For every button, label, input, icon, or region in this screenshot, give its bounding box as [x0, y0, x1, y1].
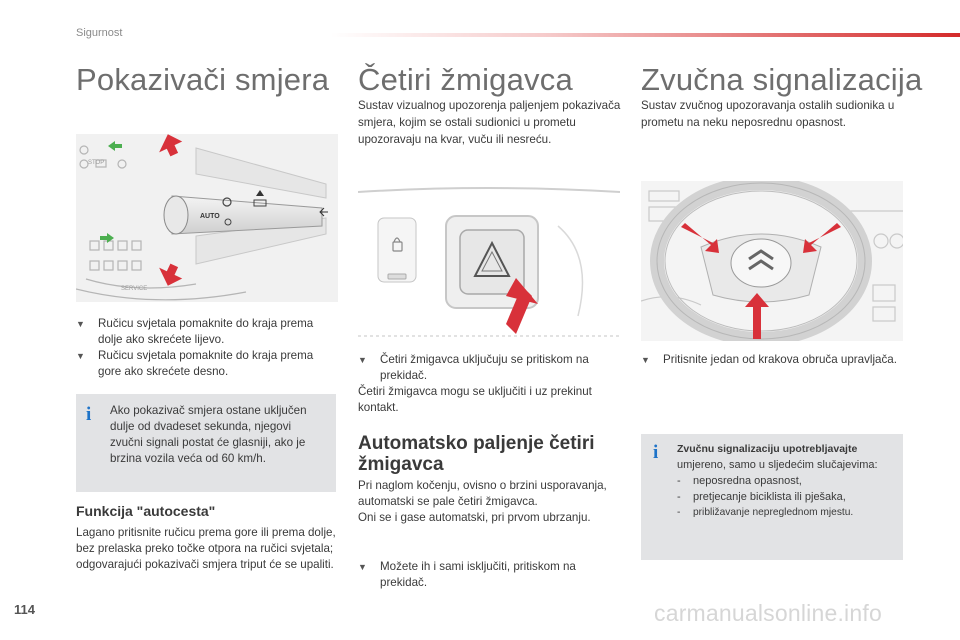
info-icon: i — [86, 404, 92, 425]
info-text: Ako pokazivač smjera ostane uključen dulje od dvadeset sekunda, njegovi zvučni signali postat će glasniji, ako je brzina vozila veća od 60 km/h. — [110, 404, 307, 465]
subheading-motorway: Funkcija "autocesta" — [76, 503, 216, 519]
figure-auto-label: AUTO — [200, 213, 220, 220]
info-list-text: pretjecanje biciklista ili pješaka, — [693, 491, 846, 503]
bullet-item — [358, 352, 620, 384]
figure-stop-label: STOP — [88, 160, 105, 166]
motorway-text: Lagano pritisnite ručicu prema gore ili prema dolje, bez prelaska preko točke otpora na ručici svjetala; odgovarajući pokazivači smjera triput će se upaliti. — [76, 526, 336, 571]
auto-hazard-bullets — [358, 559, 620, 591]
title-horn: Zvučna signalizacija — [641, 62, 923, 97]
info-list-text: približavanje nepreglednom mjestu. — [693, 507, 854, 518]
info-box-horn-usage — [641, 434, 903, 560]
watermark: carmanualsonline.info — [654, 600, 882, 626]
hazard-intro: Sustav vizualnog upozorenja paljenjem pokazivača smjera, kojim se ostali sudionici u prometu upozoravaju na kvar, vuču ili nesreću. — [358, 99, 621, 146]
header-accent-bar — [330, 33, 960, 37]
info-box-signal-warning — [76, 394, 336, 492]
hazard-text-block — [358, 352, 620, 416]
info-content — [677, 441, 897, 521]
subheading-auto-hazard: Automatsko paljenje četiri žmigavca — [358, 433, 595, 475]
page-number: 114 — [14, 602, 35, 617]
figure-light-stalk — [76, 134, 338, 302]
turn-signal-bullets — [76, 316, 338, 380]
bullet-text: Ručicu svjetala pomaknite do kraja prema dolje ako skrećete lijevo. — [98, 317, 314, 346]
info-list-item: - neposredna opasnost, — [677, 475, 802, 487]
title-hazard-lights: Četiri žmigavca — [358, 62, 573, 97]
bullet-item — [76, 348, 338, 380]
bullet-text: Možete ih i sami isključiti, pritiskom na prekidač. — [380, 560, 576, 589]
info-text: umjereno, samo u sljedećim slučajevima: — [677, 459, 878, 471]
figure-service-label: SERVICE — [121, 286, 148, 292]
figure-steering-wheel — [641, 181, 903, 341]
bullet-item — [76, 316, 338, 348]
auto-hazard-text: Pri naglom kočenju, ovisno o brzini usporavanja, automatski se pale četiri žmigavca. Oni se i gase automatski, pri prvom ubrzanju. — [358, 479, 607, 524]
title-turn-signals: Pokazivači smjera — [76, 62, 330, 97]
horn-intro: Sustav zvučnog upozoravanja ostalih sudionika u prometu na neku neposrednu opasnost. — [641, 99, 895, 129]
bullet-text: Pritisnite jedan od krakova obruča upravljača. — [663, 353, 897, 366]
info-heading: Zvučnu signalizaciju upotrebljavajte — [677, 443, 858, 455]
triangle-bullet-icon: ▼ — [358, 355, 367, 365]
section-label: Sigurnost — [76, 27, 123, 39]
bullet-text: Četiri žmigavca uključuju se pritiskom na prekidač. — [380, 353, 589, 382]
bullet-text: Ručicu svjetala pomaknite do kraja prema gore ako skrećete desno. — [98, 349, 314, 378]
triangle-bullet-icon: ▼ — [76, 351, 85, 361]
hazard-note: Četiri žmigavca mogu se uključiti i uz prekinut kontakt. — [358, 385, 592, 414]
info-list-item: - približavanje nepreglednom mjestu. — [677, 507, 854, 518]
horn-bullets — [641, 352, 903, 368]
info-list-text: neposredna opasnost, — [693, 475, 802, 487]
bullet-item — [358, 559, 620, 591]
info-list-item: - pretjecanje biciklista ili pješaka, — [677, 491, 846, 503]
triangle-bullet-icon: ▼ — [641, 355, 650, 365]
triangle-bullet-icon: ▼ — [358, 562, 367, 572]
bullet-item — [641, 352, 903, 368]
info-icon: i — [653, 442, 659, 463]
triangle-bullet-icon: ▼ — [76, 319, 85, 329]
figure-hazard-switch — [358, 186, 620, 346]
